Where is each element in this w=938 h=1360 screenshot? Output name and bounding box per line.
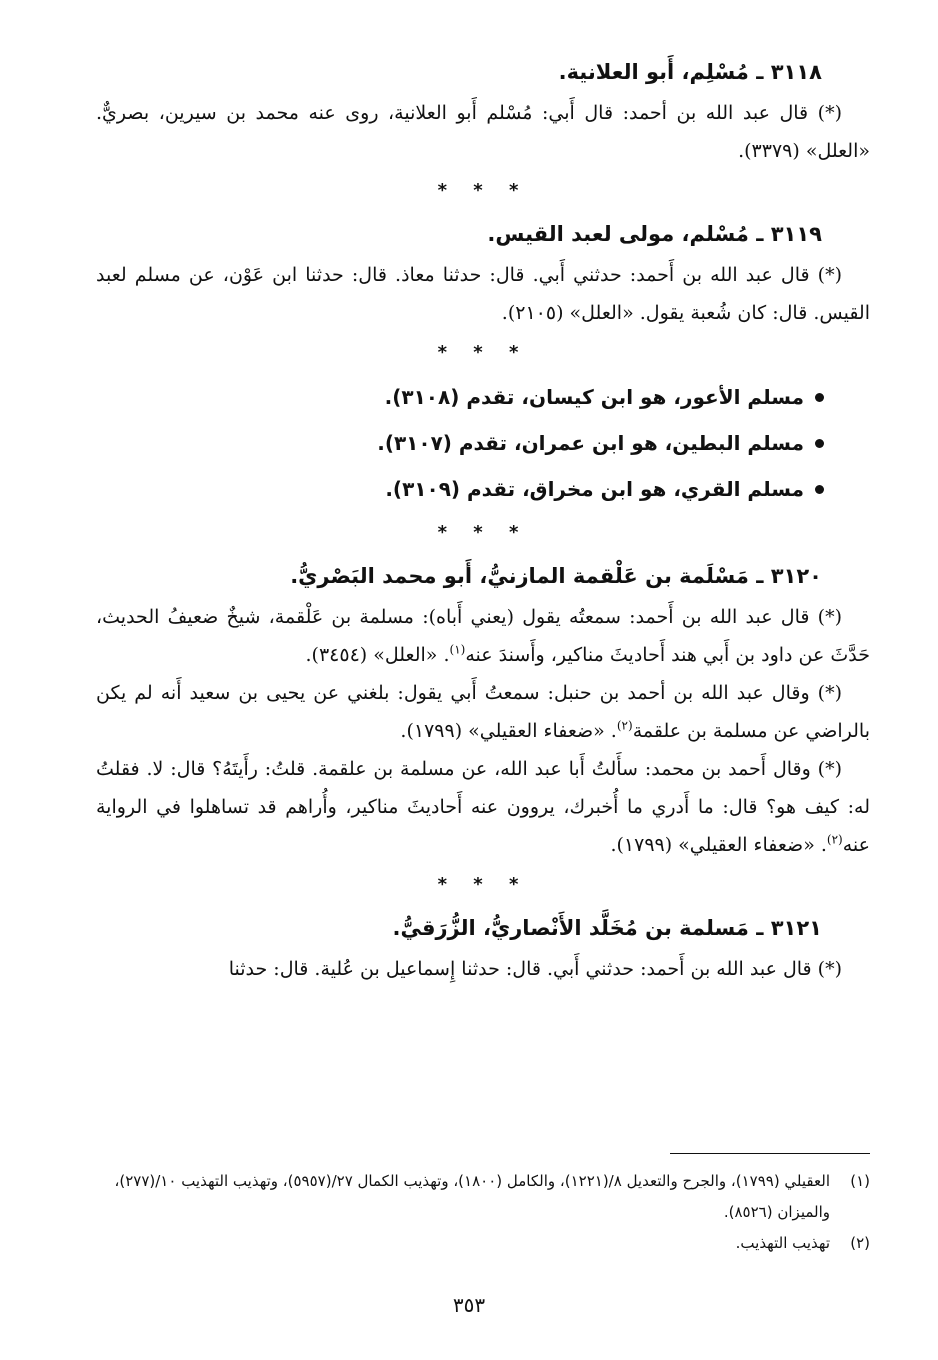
bullet-icon [815, 439, 824, 448]
footnotes [96, 1166, 870, 1259]
section-separator: * * * [437, 874, 529, 895]
footnote [96, 1228, 870, 1259]
bullet-icon [815, 393, 824, 402]
paragraph-text: (*) وقال عبد الله بن أحمد بن حنبل: سمعتُ أَبي يقول: بلغني عن يحيى بن سعيد أَنه لم يكن بالراضي عن مسلمة بن علقمة [96, 682, 870, 742]
section-separator: * * * [437, 342, 529, 363]
footnote-text: العقيلي (١٧٩٩)، والجرح والتعديل ٨/(١٢٢١)، والكامل (١٨٠٠)، وتهذيب الكمال ٢٧/(٥٩٥٧)، وتهذيب التهذيب ١٠/(٢٧٧)، والميزان (٨٥٢٦). [114, 1172, 830, 1221]
footnote-divider [670, 1153, 870, 1154]
section-separator: * * * [437, 180, 529, 201]
footnote-text: تهذيب التهذيب. [735, 1234, 830, 1252]
entry-paragraph [96, 674, 870, 750]
cross-reference-text: مسلم القري، هو ابن مخراق، تقدم (٣١٠٩). [385, 477, 804, 501]
entry-title-3120: ٣١٢٠ ـ مَسْلَمة بن عَلْقمة المازنيُّ، أَبو محمد البَصْريُّ. [290, 564, 822, 588]
entry-paragraph: (*) قال عبد الله بن أَحمد: حدثني أَبي. قال: حدثنا معاذ. قال: حدثنا ابن عَوْن، عن مسلم لعبد القيس. قال: كان شُعبة يقول. «العلل» (٢١٠٥). [96, 264, 870, 324]
footnote-mark: (١) [449, 642, 466, 657]
entry-paragraph [96, 598, 870, 674]
cross-reference-text: مسلم الأعور، هو ابن كيسان، تقدم (٣١٠٨). [384, 385, 804, 409]
footnote [96, 1166, 870, 1228]
page-number: ٣٥٣ [452, 1293, 486, 1317]
paragraph-text: (*) وقال أَحمد بن محمد: سأَلتُ أَبا عبد الله، عن مسلمة بن علقمة. قلتُ: رأَيتَهُ؟ قال: لا. فقلتُ له: كيف هو؟ قال: ما أَدري ما أُخبرك، يروون عنه أَحاديثَ مناكير، وأُراهم قد تساهلوا في الرواية عنه [96, 758, 870, 856]
entry-title-3119: ٣١١٩ ـ مُسْلم، مولى لعبد القيس. [487, 222, 822, 246]
cross-reference-list [96, 374, 870, 512]
entry-title-3118: ٣١١٨ ـ مُسْلِم، أَبو العلانية. [558, 60, 822, 84]
footnote-number: (١) [850, 1172, 870, 1190]
footnote-mark: (٢) [616, 718, 633, 733]
cross-reference-text: مسلم البطين، هو ابن عمران، تقدم (٣١٠٧). [377, 431, 804, 455]
entry-paragraph: (*) قال عبد الله بن أحمد: قال أَبي: مُسْلم أَبو العلانية، روى عنه محمد بن سيرين، بصريٌّ. «العلل» (٣٣٧٩). [96, 102, 870, 162]
entry-title-3121: ٣١٢١ ـ مَسلمة بن مُخَلَّد الأَنْصاريُّ، الزُّرَقيُّ. [392, 916, 822, 940]
paragraph-source: . «العلل» (٣٤٥٤). [305, 644, 450, 666]
cross-reference-item [96, 420, 870, 466]
cross-reference-item [96, 466, 870, 512]
footnote-number: (٢) [850, 1234, 870, 1252]
paragraph-text: (*) قال عبد الله بن أَحمد: سمعتُه يقول (يعني أَباه): مسلمة بن عَلْقمة، شيخٌ ضعيفُ الحديث، حَدَّثَ عن داود بن أَبي هند أَحاديثَ مناكير، وأَسندَ عنه [96, 606, 870, 666]
bullet-icon [815, 485, 824, 494]
entry-paragraph: (*) قال عبد الله بن أَحمد: حدثني أَبي. قال: حدثنا إِسماعيل بن عُلية. قال: حدثنا [228, 958, 842, 980]
entry-paragraph [96, 750, 870, 864]
paragraph-source: . «ضعفاء العقيلي» (١٧٩٩). [400, 720, 617, 742]
cross-reference-item [96, 374, 870, 420]
paragraph-source: . «ضعفاء العقيلي» (١٧٩٩). [610, 834, 827, 856]
footnote-mark: (٢) [826, 832, 843, 847]
page-body [96, 50, 870, 988]
section-separator: * * * [437, 522, 529, 543]
